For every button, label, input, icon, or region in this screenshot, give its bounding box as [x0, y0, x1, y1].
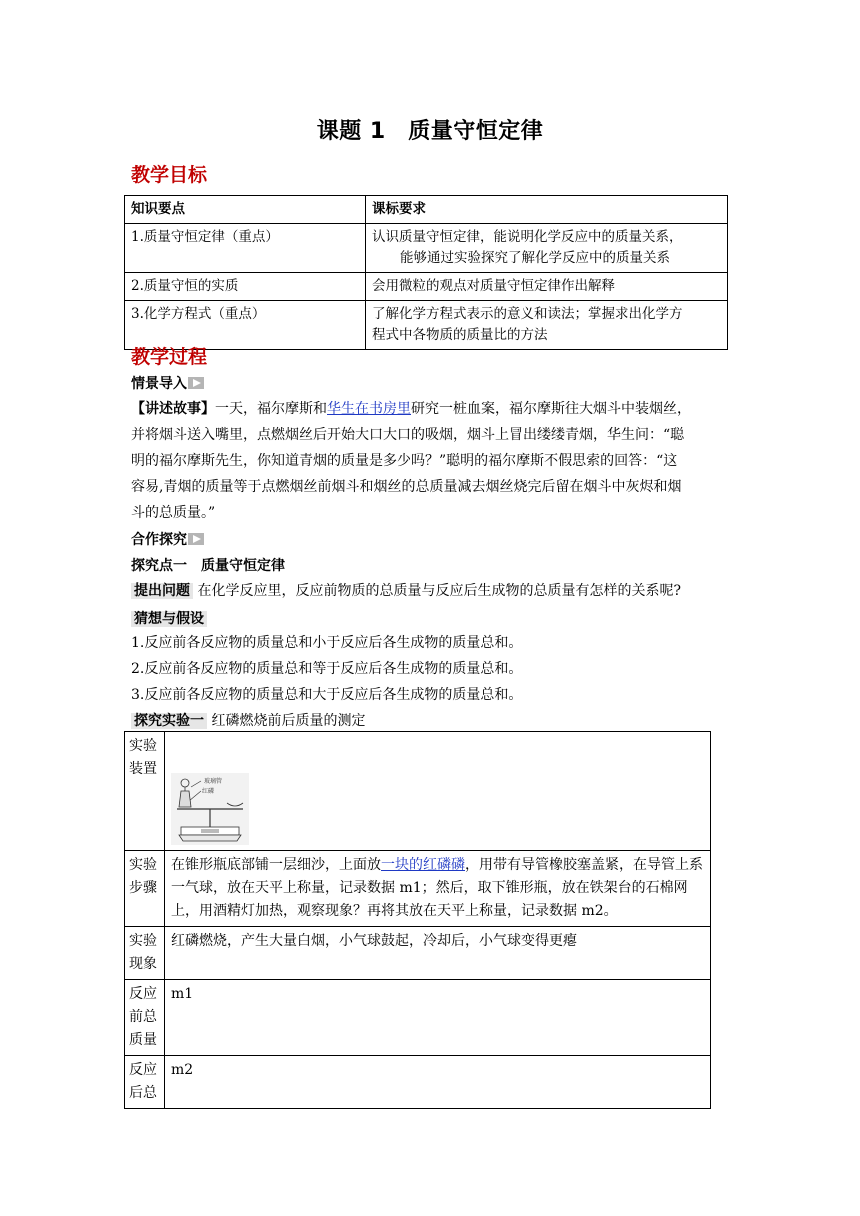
story-link[interactable]: 华生在书房里: [327, 401, 411, 417]
goals-req-line: 认识质量守恒定律，能说明化学反应中的质量关系，: [372, 229, 683, 245]
story-text: 研究一桩血案，福尔摩斯往大烟斗中装烟丝，: [411, 401, 691, 417]
experiment-table: [124, 731, 711, 1109]
goals-table: [124, 195, 728, 350]
point1-heading: 探究点一 质量守恒定律: [131, 558, 285, 574]
goals-header-row: [125, 196, 728, 224]
exp-label-after: [125, 1056, 165, 1109]
section-heading-process: 教学过程: [131, 346, 208, 368]
label-line: 装置: [129, 761, 157, 777]
apparatus-text-phosphorus: 红磷: [202, 788, 215, 795]
story-line: 并将烟斗送入嘴里，点燃烟丝后开始大口大口的吸烟，烟斗上冒出缕缕青烟，华生问：“聪: [131, 427, 685, 443]
question-text: 在化学反应里，反应前物质的总质量与反应后生成物的总质量有怎样的关系呢?: [197, 583, 681, 599]
hypothesis-list: [131, 630, 731, 708]
exp-label-apparatus: [125, 732, 165, 851]
intro-heading: [131, 373, 204, 393]
question-line: [131, 578, 731, 604]
arrow-right-icon: [188, 533, 204, 545]
exp-row-apparatus: [125, 732, 711, 851]
goals-req-line: 了解化学方程式表示的意义和读法；掌握求出化学方: [372, 306, 683, 322]
label-line: 现象: [129, 956, 157, 972]
exp1-title: 红磷燃烧前后质量的测定: [211, 713, 366, 729]
goals-req: [366, 301, 728, 350]
label-line: 反应: [129, 1062, 157, 1078]
coop-heading-text: 合作探究: [131, 532, 187, 548]
exp1-label: 探究实验一: [131, 713, 207, 729]
hypothesis-label: 猜想与假设: [131, 611, 207, 627]
label-line: 实验: [129, 933, 157, 949]
goals-req: 会用微粒的观点对质量守恒定律作出解释: [366, 273, 728, 301]
apparatus-text-tube: 玻璃管: [204, 778, 223, 785]
steps-text: ，用带有导管橡胶塞盖紧，在导管上系一气球，放在天平上称量，记录数据 m1；然后，取下锥形瓶，放在铁架台的石棉网上，用酒精灯加热，观察现象？再将其放在天平上称量，记录数据 m2。: [171, 857, 703, 919]
page-title: 课题 1 质量守恒定律: [316, 119, 544, 144]
goals-point: 1.质量守恒定律（重点）: [125, 224, 366, 273]
goals-req-line: 程式中各物质的质量比的方法: [372, 327, 548, 343]
coop-heading: [131, 529, 204, 549]
steps-link[interactable]: 一块的红磷磷: [381, 857, 465, 873]
balance-apparatus-image: [171, 773, 249, 845]
story-line: 明的福尔摩斯先生，你知道青烟的质量是多少吗？”聪明的福尔摩斯不假思索的回答：“这: [131, 453, 678, 469]
label-line: 实验: [129, 738, 157, 754]
steps-text: 在锥形瓶底部铺一层细沙，上面放: [171, 857, 381, 873]
label-line: 实验: [129, 857, 157, 873]
arrow-right-icon: [188, 377, 204, 389]
goals-header-point: 知识要点: [125, 196, 366, 224]
exp-apparatus-cell: [165, 732, 711, 851]
exp-after-value: m2: [165, 1056, 711, 1109]
goals-point: 3.化学方程式（重点）: [125, 301, 366, 350]
hypothesis-item: 1.反应前各反应物的质量总和小于反应后各生成物的质量总和。: [131, 635, 523, 651]
label-line: 前总: [129, 1009, 157, 1025]
hypothesis-item: 2.反应前各反应物的质量总和等于反应后各生成物的质量总和。: [131, 661, 523, 677]
story-tag: 【讲述故事】: [131, 401, 215, 417]
story-line: 斗的总质量。”: [131, 505, 216, 521]
exp-steps-text: [165, 851, 711, 927]
label-line: 后总: [129, 1085, 157, 1101]
goals-header-req: 课标要求: [366, 196, 728, 224]
story-line: 容易,青烟的质量等于点燃烟丝前烟斗和烟丝的总质量减去烟丝烧完后留在烟斗中灰烬和烟: [131, 479, 682, 495]
exp-phenomenon-text: 红磷燃烧，产生大量白烟，小气球鼓起，冷却后，小气球变得更瘪: [165, 927, 711, 980]
label-line: 反应: [129, 986, 157, 1002]
label-line: 质量: [129, 1032, 157, 1048]
question-label: 提出问题: [131, 583, 193, 599]
exp-row-phenomenon: [125, 927, 711, 980]
exp-row-steps: [125, 851, 711, 927]
goals-row: [125, 301, 728, 350]
hypothesis-item: 3.反应前各反应物的质量总和大于反应后各生成物的质量总和。: [131, 687, 523, 703]
exp-label-phenomenon: [125, 927, 165, 980]
hypothesis-heading: [131, 608, 207, 628]
goals-req-line: 能够通过实验探究了解化学反应中的质量关系: [400, 250, 670, 266]
goals-point: 2.质量守恒的实质: [125, 273, 366, 301]
label-line: 步骤: [129, 880, 157, 896]
exp-row-after: [125, 1056, 711, 1109]
goals-req: [366, 224, 728, 273]
story-text: 一天，福尔摩斯和: [215, 401, 327, 417]
story-paragraph: [131, 396, 731, 526]
intro-heading-text: 情景导入: [131, 376, 187, 392]
story-line: [131, 396, 731, 422]
section-heading-goals: 教学目标: [131, 164, 208, 186]
exp-label-steps: [125, 851, 165, 927]
goals-row: [125, 224, 728, 273]
exp-before-value: m1: [165, 980, 711, 1056]
exp-row-before: [125, 980, 711, 1056]
exp-label-before: [125, 980, 165, 1056]
goals-row: [125, 273, 728, 301]
